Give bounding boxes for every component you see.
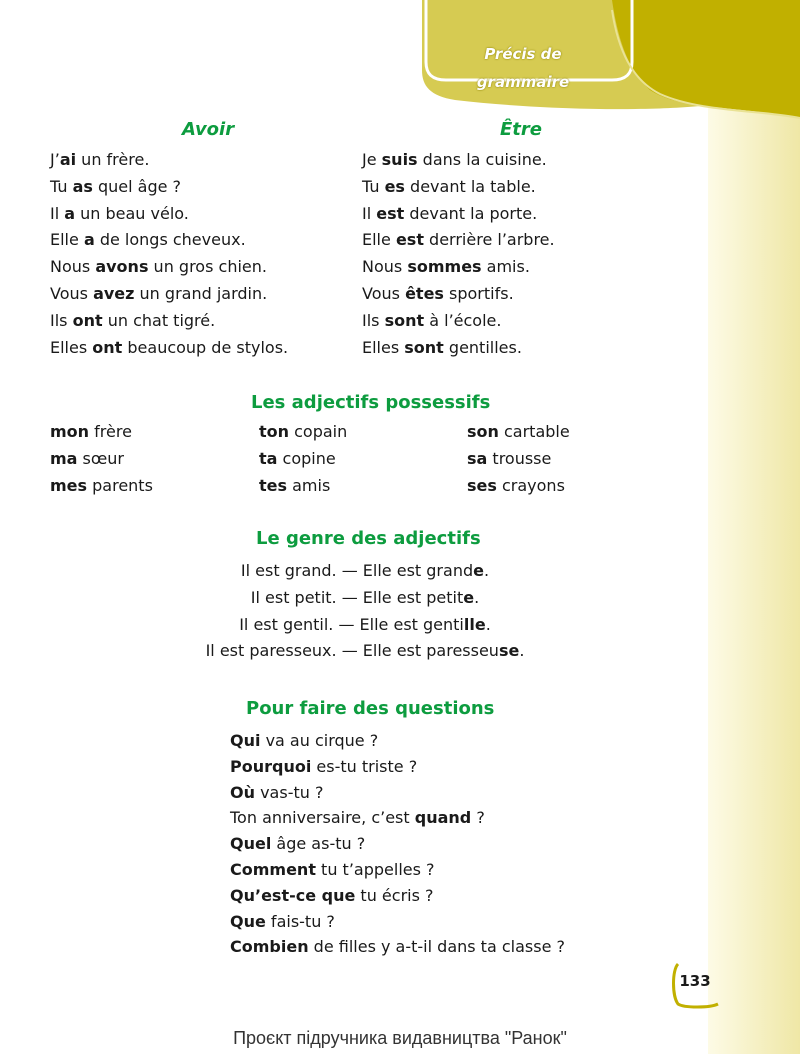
etre-line [362,335,555,362]
text-segment: Il [362,203,377,223]
bold-word: se [498,641,520,661]
text-segment: gentilles. [443,337,522,357]
bold-word: mes [50,475,88,495]
text-segment: amis [287,475,331,495]
text-segment: copain [289,422,348,441]
text-segment: de longs cheveux. [94,230,246,250]
text-segment: un frère. [76,150,150,169]
avoir-conjugation [50,147,288,361]
text-segment: Il est gentil. — Elle est genti [239,614,464,634]
question-line [230,754,565,780]
text-segment: cartable [498,422,570,441]
bold-word: avez [93,283,135,303]
text-segment: Il est petit. — Elle est petit [250,587,464,607]
text-segment: . [485,614,491,634]
bold-word: e [463,587,475,607]
questions-title: Pour faire des questions [246,698,495,719]
text-segment: dans la cuisine. [417,150,547,169]
footer-caption: Проєкт підручника видавництва "Ранок" [233,1028,567,1048]
etre-line [362,254,555,281]
text-segment: un gros chien. [148,257,267,277]
text-segment: copine [277,448,336,468]
text-segment: Elles [50,337,93,357]
bold-word: son [467,422,499,441]
text-segment: parents [87,475,153,495]
genre-examples [100,558,630,665]
bold-word: mon [50,422,90,441]
text-segment: Elles [362,337,405,357]
text-segment: tu écris ? [355,885,434,905]
bold-word: est [395,230,424,250]
text-segment: . [519,641,525,661]
bold-word: Qu’est-ce que [230,885,356,905]
bold-word: sommes [407,257,482,277]
bold-word: a [64,203,76,223]
avoir-line [50,281,288,308]
possessif-item [467,446,570,473]
bold-word: sont [404,337,444,357]
text-segment: Vous [362,283,406,303]
bold-word: sa [467,448,488,468]
bold-word: Que [230,911,266,931]
text-segment: Il est grand. — Elle est grand [240,561,474,580]
text-segment: J’ [50,150,60,169]
text-segment: âge as-tu ? [271,834,366,854]
page-number: 133 [679,972,711,990]
etre-conjugation [362,147,555,361]
genre-line [100,558,630,585]
bold-word: suis [381,150,418,169]
etre-line [362,227,555,254]
text-segment: amis. [481,257,530,277]
possessif-item [50,419,153,446]
text-segment: Ils [50,310,73,330]
question-line [230,805,565,831]
bold-word: Qui [230,731,261,750]
possessif-item [50,473,153,500]
etre-title: Être [500,119,542,140]
text-segment: Nous [362,257,408,277]
text-segment: Elle [50,230,84,250]
text-segment: frère [89,422,132,441]
genre-line [100,638,630,665]
text-segment: beaucoup de stylos. [122,337,289,357]
text-segment: sœur [77,448,124,468]
text-segment: Tu [362,176,385,196]
bold-word: Combien [230,937,309,957]
text-segment: à l’école. [424,310,502,330]
etre-line [362,281,555,308]
text-segment: Ton anniversaire, c’est [230,808,415,828]
text-segment: Vous [50,283,94,303]
bold-word: avons [95,257,149,277]
bold-word: ma [50,448,78,468]
etre-line [362,147,555,174]
question-line [230,857,565,883]
question-line [230,831,565,857]
text-segment: Il [50,203,65,223]
possessifs-col-2 [259,419,347,499]
text-segment: crayons [496,475,565,495]
text-segment: Nous [50,257,96,277]
text-segment: devant la table. [404,176,536,196]
possessif-item [50,446,153,473]
question-line [230,883,565,909]
genre-line [100,585,630,612]
avoir-line [50,174,288,201]
bold-word: ta [259,448,278,468]
avoir-line [50,254,288,281]
text-segment: Je [362,150,382,169]
question-line [230,909,565,935]
etre-line [362,174,555,201]
text-segment: Il est paresseux. — Elle est paresseu [205,641,499,661]
bold-word: es [384,176,405,196]
header-banner [0,0,800,130]
avoir-line [50,227,288,254]
possessif-item [259,419,347,446]
bold-word: Comment [230,859,316,879]
page-number-tab [670,960,720,1010]
possessifs-title: Les adjectifs possessifs [251,392,491,413]
etre-line [362,201,555,228]
genre-title: Le genre des adjectifs [256,528,481,549]
bold-word: êtes [405,283,444,303]
text-segment: vas-tu ? [255,782,324,802]
bold-word: e [473,561,484,580]
section-header-label: Précis de grammaire [476,45,570,91]
avoir-line [50,201,288,228]
text-segment: tu t’appelles ? [315,859,435,879]
question-line [230,728,565,754]
bold-word: a [83,230,95,250]
bold-word: Pourquoi [230,756,312,776]
text-segment: Tu [50,176,73,196]
avoir-line [50,147,288,174]
text-segment: va au cirque ? [260,731,379,750]
genre-line [100,612,630,639]
bold-word: tes [259,475,288,495]
bold-word: quand [414,808,472,828]
text-segment: un grand jardin. [134,283,268,303]
possessif-item [259,446,347,473]
text-segment: sportifs. [443,283,514,303]
bold-word: as [72,176,93,196]
bold-word: ai [59,150,77,169]
text-segment: fais-tu ? [265,911,335,931]
question-line [230,934,565,960]
text-segment: Elle [362,230,396,250]
etre-line [362,308,555,335]
text-segment: trousse [487,448,552,468]
bold-word: ont [72,310,103,330]
possessif-item [467,473,570,500]
text-segment: es-tu triste ? [311,756,418,776]
avoir-line [50,308,288,335]
possessif-item [467,419,570,446]
text-segment: un beau vélo. [75,203,189,223]
text-segment: devant la porte. [404,203,538,223]
bold-word: ses [467,475,497,495]
question-examples [230,728,565,960]
bold-word: est [376,203,405,223]
possessifs-col-3 [467,419,570,499]
bold-word: Quel [230,834,272,854]
text-segment: quel âge ? [92,176,182,196]
question-line [230,780,565,806]
text-segment: de filles y a-t-il dans ta classe ? [308,937,565,957]
bold-word: sont [384,310,425,330]
bold-word: Où [230,782,255,802]
text-segment: un chat tigré. [102,310,216,330]
text-segment: . [483,561,490,580]
bold-word: ont [92,337,123,357]
page-edge-band [708,0,800,1054]
text-segment: . [474,587,480,607]
avoir-line [50,335,288,362]
text-segment: Ils [362,310,385,330]
text-segment: ? [471,808,485,828]
bold-word: ton [259,422,290,441]
text-segment: derrière l’arbre. [423,230,555,250]
avoir-title: Avoir [182,119,235,140]
possessifs-col-1 [50,419,153,499]
possessif-item [259,473,347,500]
bold-word: lle [463,614,486,634]
